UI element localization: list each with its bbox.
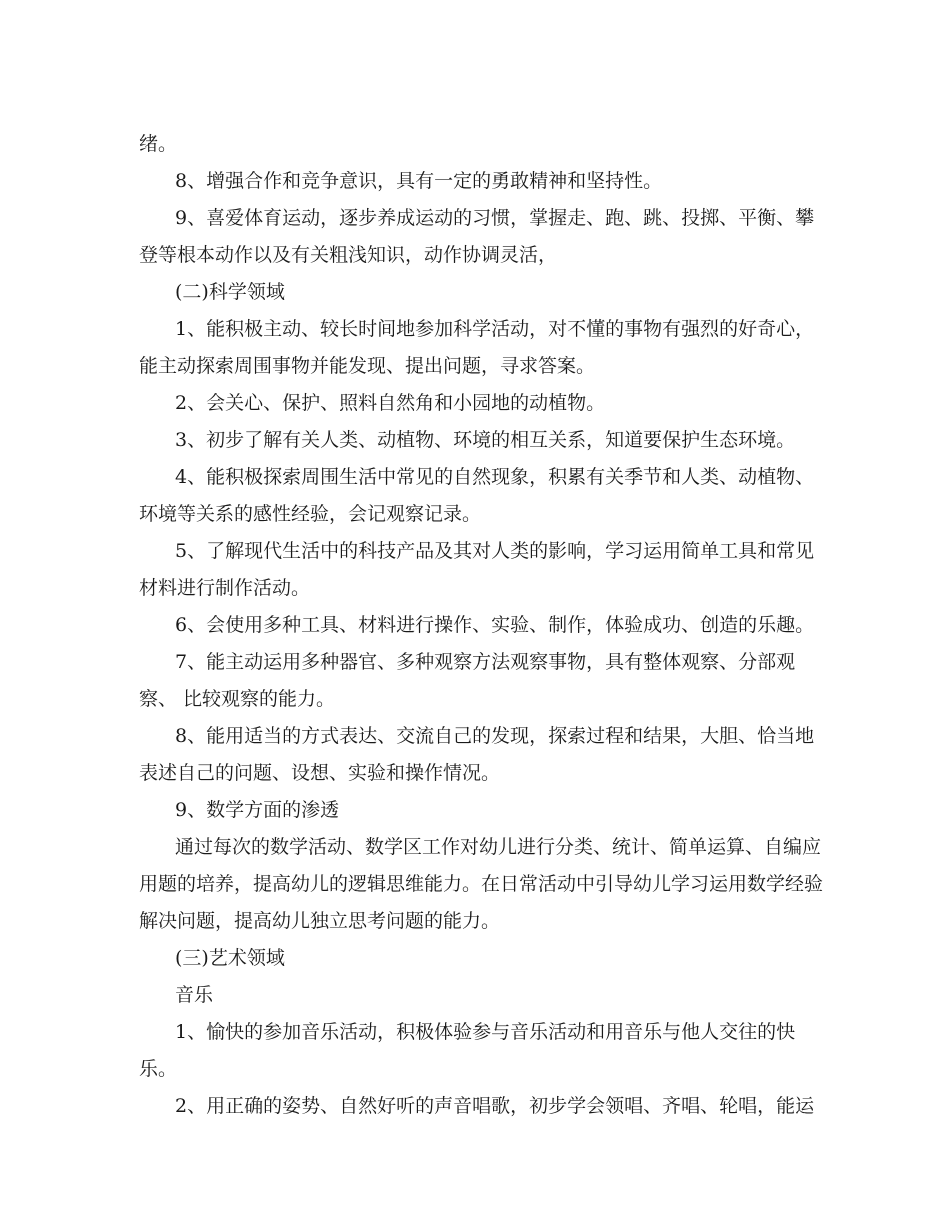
text-line: 2、会关心、保护、照料自然角和小园地的动植物。 <box>175 392 606 414</box>
text-line: 通过每次的数学活动、数学区工作对幼儿进行分类、统计、简单运算、自编应 <box>175 836 822 858</box>
text-line: 3、初步了解有关人类、动植物、环境的相互关系，知道要保护生态环境。 <box>175 429 796 451</box>
text-line: 5、了解现代生活中的科技产品及其对人类的影响，学习运用简单工具和常见 <box>175 540 815 562</box>
text-line: 4、能积极探索周围生活中常见的自然现象，积累有关季节和人类、动植物、 <box>175 466 815 488</box>
text-line: 表述自己的问题、设想、实验和操作情况。 <box>139 762 501 784</box>
section-heading: (三)艺术领域 <box>175 947 285 969</box>
text-line: 9、喜爱体育运动，逐步养成运动的习惯，掌握走、跑、跳、投掷、平衡、攀 <box>175 207 815 229</box>
text-line: 8、能用适当的方式表达、交流自己的发现，探索过程和结果，大胆、恰当地 <box>175 725 815 747</box>
text-line: 登等根本动作以及有关粗浅知识，动作协调灵活， <box>139 244 558 266</box>
text-line: 6、会使用多种工具、材料进行操作、实验、制作，体验成功、创造的乐趣。 <box>175 614 815 636</box>
text-line: 乐。 <box>139 1058 178 1080</box>
text-line: 2、用正确的姿势、自然好听的声音唱歌，初步学会领唱、齐唱、轮唱，能运 <box>175 1095 815 1117</box>
text-line: 7、能主动运用多种器官、多种观察方法观察事物，具有整体观察、分部观 <box>175 651 796 673</box>
text-line: 材料进行制作活动。 <box>139 577 311 599</box>
text-line: 8、增强合作和竞争意识，具有一定的勇敢精神和坚持性。 <box>175 170 663 192</box>
text-line: 9、数学方面的渗透 <box>175 799 340 821</box>
text-line: 绪。 <box>139 133 178 155</box>
section-heading: (二)科学领域 <box>175 281 285 303</box>
text-line: 能主动探索周围事物并能发现、提出问题，寻求答案。 <box>139 355 596 377</box>
text-line: 1、愉快的参加音乐活动，积极体验参与音乐活动和用音乐与他人交往的快 <box>175 1021 796 1043</box>
text-line: 解决问题，提高幼儿独立思考问题的能力。 <box>139 910 501 932</box>
text-line: 用题的培养，提高幼儿的逻辑思维能力。在日常活动中引导幼儿学习运用数学经验 <box>139 873 824 895</box>
subsection-heading: 音乐 <box>175 984 214 1006</box>
text-line: 环境等关系的感性经验，会记观察记录。 <box>139 503 482 525</box>
text-line: 1、能积极主动、较长时间地参加科学活动，对不懂的事物有强烈的好奇心， <box>175 318 815 340</box>
text-line: 察、 比较观察的能力。 <box>139 688 336 710</box>
